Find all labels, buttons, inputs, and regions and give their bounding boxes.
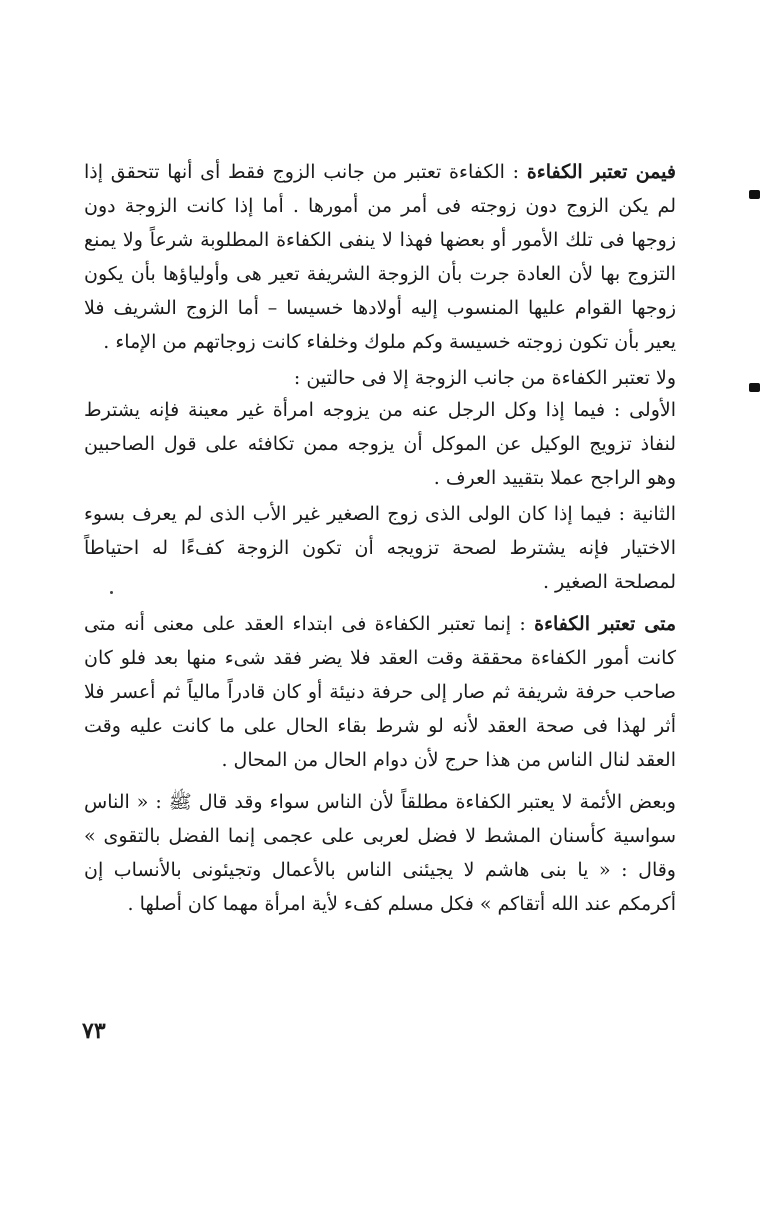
- paragraph-body: : الكفاءة تعتبر من جانب الزوج فقط أى أنها تتحقق إذا لم يكن الزوج دون زوجته فى أمر من أمورها . أما إذا كانت الزوجة دون زوجها فى تلك الأمور أو بعضها فهذا لا ينفى الكفاءة المطلوبة شرعاً ولا يمنع التزوج بها لأن العادة جرت بأن الزوجة الشريفة تعير هى وأولياؤها بأن يكون زوجها القوام عليها المنسوب إليه أولادها خسيسا – أما الزوج الشريف فلا يعير بأن تكون زوجته خسيسة وكم ملوك وخلفاء كانت زوجاتهم من الإماء .: [84, 161, 676, 353]
- paragraph-imams-opinion: [84, 785, 676, 921]
- paragraph-text: وبعض الأئمة لا يعتبر الكفاءة مطلقاً لأن الناس سواء وقد قال ﷺ : « الناس سواسية كأسنان المشط لا فضل لعربى على عجمى إنما الفضل بالتقوى » وقال : « يا بنى هاشم لا يجيئنى الناس بالأعمال وتجيئونى بالأنساب إن أكرمكم عند الله أتقاكم » فكل مسلم كفء لأية امرأة مهما كان أصلها .: [84, 791, 676, 915]
- paragraph-text: الأولى : فيما إذا وكل الرجل عنه من يزوجه امرأة غير معينة فإنه يشترط لنفاذ تزويج الوكيل عن الموكل أن يزوجه ممن تكافئه على قول الصاحبين وهو الراجح عملا بتقييد العرف .: [84, 399, 676, 489]
- paragraph-second-case: [84, 497, 676, 599]
- section-heading: متى تعتبر الكفاءة: [534, 613, 677, 635]
- margin-mark: [749, 383, 760, 392]
- section-heading: فيمن تعتبر الكفاءة: [526, 161, 676, 183]
- stray-dot: [110, 591, 113, 594]
- paragraph-when-kafaa: [84, 607, 676, 777]
- paragraph-text: الثانية : فيما إذا كان الولى الذى زوج الصغير غير الأب الذى لم يعرف بسوء الاختيار فإنه يشترط لصحة تزويجه أن تكون الزوجة كفءًا له احتياطاً لمصلحة الصغير .: [84, 503, 676, 593]
- paragraph-who-kafaa: [84, 155, 676, 359]
- paragraph-first-case: [84, 393, 676, 495]
- page-number: ٧٣: [82, 1018, 106, 1044]
- margin-mark: [749, 190, 760, 199]
- paragraph-two-cases: [84, 361, 676, 395]
- paragraph-text: ولا تعتبر الكفاءة من جانب الزوجة إلا فى حالتين :: [293, 367, 676, 389]
- paragraph-body: : إنما تعتبر الكفاءة فى ابتداء العقد على معنى أنه متى كانت أمور الكفاءة محققة وقت العقد فلا يضر فقد شىء منها بعد فلو كان صاحب حرفة شريفة ثم صار إلى حرفة دنيئة أو كان قادراً مالياً ثم أعسر فلا أثر لهذا فى صحة العقد لأنه لو شرط بقاء الحال على ما كانت عليه وقت العقد لنال الناس من هذا حرج لأن دوام الحال من المحال .: [84, 613, 676, 771]
